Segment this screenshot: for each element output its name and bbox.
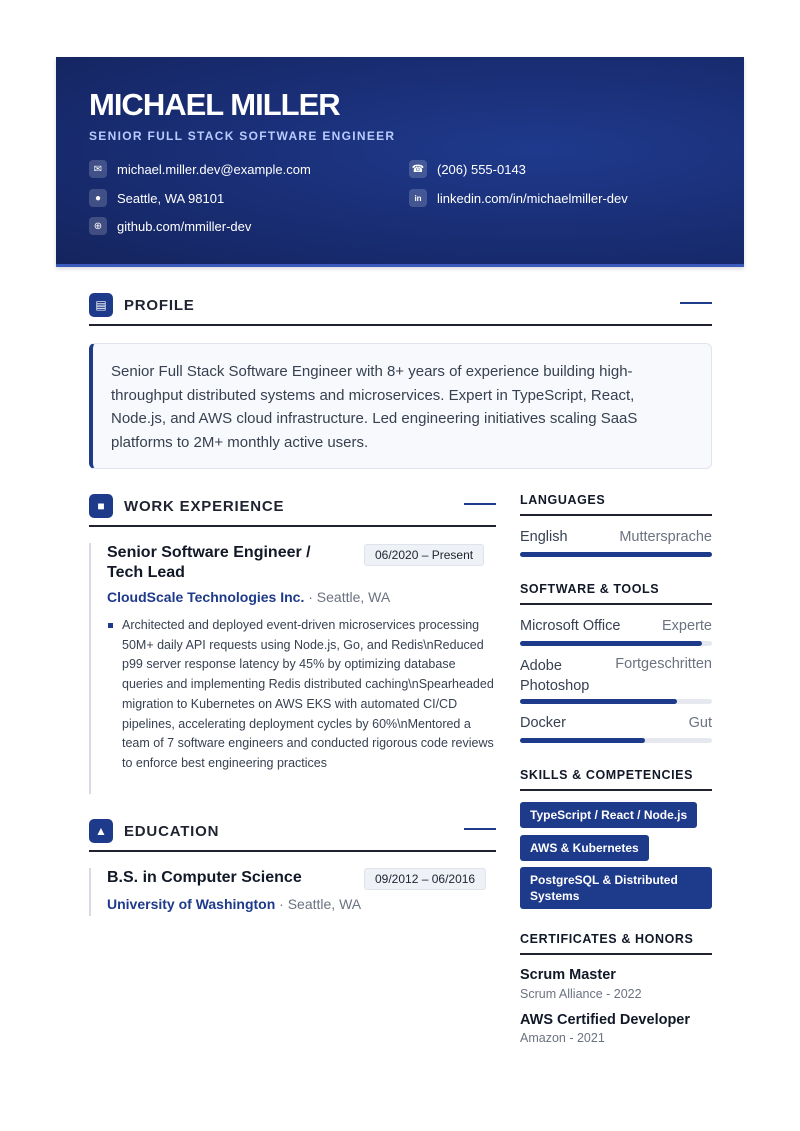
certificates-heading: CERTIFICATES & HONORS xyxy=(520,932,712,955)
language-level: Muttersprache xyxy=(619,529,712,545)
job-date-badge: 06/2020 – Present xyxy=(364,544,484,566)
briefcase-icon: ■ xyxy=(89,494,113,518)
tools-heading: SOFTWARE & TOOLS xyxy=(520,582,712,605)
contact-linkedin-text: linkedin.com/in/michaelmiller-dev xyxy=(437,190,628,206)
tool-level-fill xyxy=(520,641,702,646)
section-accent-rule xyxy=(680,302,712,304)
skill-chip: AWS & Kubernetes xyxy=(520,835,649,861)
section-accent-rule xyxy=(464,828,496,830)
graduation-cap-icon: ▲ xyxy=(89,819,113,843)
company-location: · Seattle, WA xyxy=(304,589,391,605)
bullet-dot xyxy=(108,623,113,628)
id-card-icon: ▤ xyxy=(89,293,113,317)
tool-level-bar xyxy=(520,699,712,704)
education-heading: EDUCATION xyxy=(124,822,220,840)
certificate-title: AWS Certified Developer xyxy=(520,1012,691,1028)
education-date-badge: 09/2012 – 06/2016 xyxy=(364,868,486,890)
languages-heading: LANGUAGES xyxy=(520,493,712,516)
job-bullet: Architected and deployed event-driven microservices processing 50M+ daily API requests using Node.js, Go, and Redis\nReduced p99 server response latency by 45% by optimizing database queries and implementing Redis distributed caching\nSpearheaded migration to Kubernetes on AWS EKS with automated CI/CD pipelines, accelerating deployment cycles by 60%\nMentored a team of 7 software engineers and conducted rigorous code reviews to enforce best engineering practices xyxy=(122,618,494,770)
education-school xyxy=(107,896,496,912)
profile-summary: Senior Full Stack Software Engineer with 8+ years of experience building high-throughput distributed systems and microservices. Expert in TypeScript, React, Node.js, and AWS cloud infrastructure. Led engineering initiatives scaling SaaS platforms to 2M+ monthly active users. xyxy=(89,343,712,469)
candidate-name: MICHAEL MILLER xyxy=(89,87,340,122)
tool-level: Experte xyxy=(662,618,712,634)
linkedin-icon: in xyxy=(409,189,427,207)
contact-location xyxy=(89,189,224,207)
tool-row xyxy=(520,618,712,634)
contact-email-text: michael.miller.dev@example.com xyxy=(117,161,311,177)
resume-header xyxy=(56,57,744,267)
experience-section-header xyxy=(89,487,496,527)
tool-name: Docker xyxy=(520,715,566,731)
education-section-header xyxy=(89,812,496,852)
contact-github-text: github.com/mmiller-dev xyxy=(117,218,252,234)
skill-chip: PostgreSQL & Distributed Systems xyxy=(520,867,712,909)
job-company xyxy=(107,589,390,605)
contact-email[interactable] xyxy=(89,160,311,178)
tool-level-fill xyxy=(520,738,645,743)
candidate-title: SENIOR FULL STACK SOFTWARE ENGINEER xyxy=(89,129,396,143)
school-location: · Seattle, WA xyxy=(275,896,362,912)
language-name: English xyxy=(520,529,568,545)
certificate-issuer: Scrum Alliance - 2022 xyxy=(520,987,642,1001)
school-name: University of Washington xyxy=(107,896,276,912)
experience-entry xyxy=(89,543,496,794)
tool-level-fill xyxy=(520,699,677,704)
tool-row xyxy=(520,656,712,696)
section-accent-rule xyxy=(464,503,496,505)
language-level-fill xyxy=(520,552,712,557)
language-level-bar xyxy=(520,552,712,557)
contact-phone-text: (206) 555-0143 xyxy=(437,161,526,177)
certificate-issuer: Amazon - 2021 xyxy=(520,1031,605,1045)
globe-icon: ⊕ xyxy=(89,217,107,235)
language-row xyxy=(520,529,712,545)
tool-name: Microsoft Office xyxy=(520,618,621,634)
tool-level: Gut xyxy=(688,715,712,731)
profile-heading: PROFILE xyxy=(124,296,195,314)
tool-level-bar xyxy=(520,738,712,743)
degree-title: B.S. in Computer Science xyxy=(107,869,302,886)
tool-name: Adobe Photoshop xyxy=(520,658,590,694)
contact-phone[interactable] xyxy=(409,160,526,178)
contact-github[interactable] xyxy=(89,217,251,235)
mail-icon: ✉ xyxy=(89,160,107,178)
job-role: Senior Software Engineer / Tech Lead xyxy=(107,544,311,581)
tool-level-bar xyxy=(520,641,712,646)
contact-linkedin[interactable] xyxy=(409,189,628,207)
profile-section-header xyxy=(89,286,712,326)
tool-level: Fortgeschritten xyxy=(615,656,712,672)
skill-chip: TypeScript / React / Node.js xyxy=(520,802,697,828)
phone-icon: ☎ xyxy=(409,160,427,178)
tool-row xyxy=(520,715,712,731)
experience-heading: WORK EXPERIENCE xyxy=(124,497,285,515)
certificate-title: Scrum Master xyxy=(520,967,616,983)
company-name: CloudScale Technologies Inc. xyxy=(107,589,305,605)
map-pin-icon: ● xyxy=(89,189,107,207)
skills-heading: SKILLS & COMPETENCIES xyxy=(520,768,712,791)
contact-location-text: Seattle, WA 98101 xyxy=(117,190,225,206)
